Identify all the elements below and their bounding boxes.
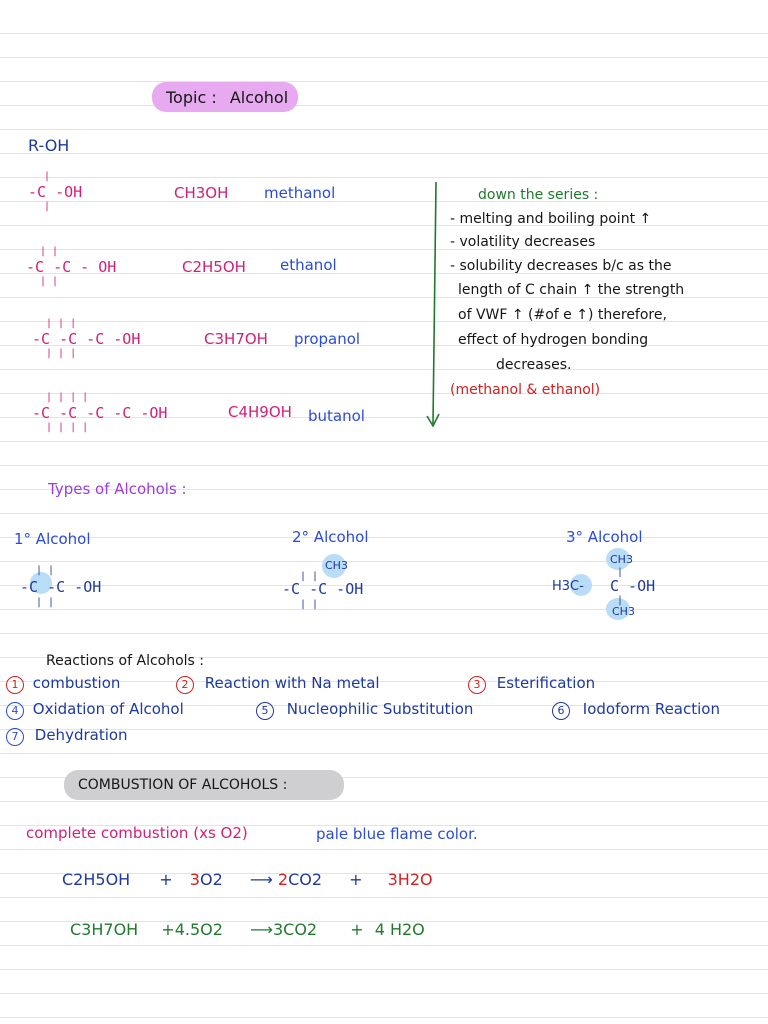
skeleton-top: | — [44, 171, 51, 182]
secondary-group: CH3 — [325, 559, 348, 572]
compound-name: methanol — [264, 184, 336, 202]
tertiary-structure: C -OH — [610, 577, 656, 595]
skeleton-top: | | | | — [46, 392, 89, 403]
trend-note: (methanol & ethanol) — [450, 382, 601, 398]
primary-structure-top: | | — [36, 565, 55, 576]
skeleton-structure: -C -C -C -C -OH — [32, 404, 168, 422]
reaction-number-badge: 6 — [552, 702, 570, 720]
reaction-item — [176, 676, 380, 694]
eq-reactant: C3H7OH — [70, 920, 139, 939]
title-prefix: Topic : — [166, 88, 217, 107]
reaction-label: Oxidation of Alcohol — [32, 700, 184, 718]
trend-line: - solubility decreases b/c as the — [450, 258, 672, 274]
molecular-formula: CH3OH — [174, 184, 229, 202]
reaction-number-badge: 4 — [6, 702, 24, 720]
reaction-item — [256, 702, 473, 720]
tertiary-alcohol-label: 3° Alcohol — [566, 528, 643, 546]
skeleton-top: | | | — [46, 318, 77, 329]
trend-line: length of C chain ↑ the strength — [458, 282, 685, 298]
reaction-number-badge: 3 — [468, 676, 486, 694]
reaction-label: Esterification — [496, 674, 596, 692]
reaction-label: Iodoform Reaction — [582, 700, 720, 718]
eq-oxygen: O2 — [200, 920, 223, 939]
secondary-structure-top: | | — [300, 571, 319, 582]
trend-line: of VWF ↑ (#of e ↑) therefore, — [458, 307, 667, 323]
skeleton-bottom: | — [44, 201, 51, 212]
reaction-label: Dehydration — [34, 726, 128, 744]
reaction-number-badge: 1 — [6, 676, 24, 694]
secondary-structure: -C -C -OH — [282, 580, 364, 598]
compound-name: ethanol — [280, 256, 337, 274]
tertiary-bond-bottom: | — [617, 595, 624, 606]
eq-reactant: C2H5OH — [62, 870, 131, 889]
reaction-item — [6, 728, 128, 746]
secondary-alcohol-label: 2° Alcohol — [292, 528, 369, 546]
reaction-label: Nucleophilic Substitution — [286, 700, 474, 718]
reaction-number-badge: 7 — [6, 728, 24, 746]
series-trend-heading: down the series : — [478, 187, 599, 203]
eq-carbon-dioxide: CO2 — [288, 870, 323, 889]
reaction-number-badge: 2 — [176, 676, 194, 694]
combustion-subheading: complete combustion (xs O2) — [26, 824, 248, 842]
primary-structure: -C -C -OH — [20, 578, 102, 596]
reaction-item — [468, 676, 595, 694]
eq-coefficient: 4.5 — [174, 920, 201, 939]
eq-plus: + — [350, 920, 364, 939]
skeleton-bottom: | | | | — [46, 422, 89, 433]
tertiary-group-top: CH3 — [610, 553, 633, 566]
page-title — [166, 90, 288, 106]
eq-oxygen: O2 — [199, 870, 223, 889]
reaction-label: Reaction with Na metal — [204, 674, 380, 692]
compound-name: butanol — [308, 407, 365, 425]
skeleton-structure: -C -OH — [28, 183, 83, 201]
reaction-label: combustion — [32, 674, 121, 692]
eq-coefficient: 3 — [189, 870, 200, 889]
skeleton-top: | | — [40, 246, 59, 257]
general-formula: R-OH — [28, 136, 70, 155]
trend-line: decreases. — [496, 357, 572, 373]
combustion-heading: COMBUSTION OF ALCOHOLS : — [78, 777, 288, 793]
title-subject: Alcohol — [229, 88, 289, 107]
reaction-number-badge: 5 — [256, 702, 274, 720]
trend-line: - melting and boiling point ↑ — [450, 211, 652, 227]
eq-arrow: ⟶ — [250, 920, 273, 939]
reaction-item — [552, 702, 720, 720]
eq-carbon-dioxide: CO2 — [283, 920, 318, 939]
combustion-equation-1 — [62, 872, 433, 888]
tertiary-group-bottom: CH3 — [612, 605, 635, 618]
eq-water: H2O — [389, 920, 425, 939]
trend-line: - volatility decreases — [450, 234, 596, 250]
down-arrow-icon — [424, 180, 444, 430]
skeleton-structure: -C -C - OH — [26, 258, 117, 276]
skeleton-bottom: | | — [40, 276, 59, 287]
skeleton-bottom: | | | — [46, 348, 77, 359]
tertiary-left-group: H3C- — [552, 579, 584, 594]
tertiary-bond-top: | — [617, 567, 624, 578]
compound-name: propanol — [294, 330, 361, 348]
skeleton-structure: -C -C -C -OH — [32, 330, 141, 348]
reaction-item — [6, 702, 184, 720]
eq-plus: + — [161, 920, 175, 939]
eq-coefficient: 3 — [387, 870, 398, 889]
combustion-equation-2 — [70, 922, 425, 938]
molecular-formula: C4H9OH — [228, 403, 292, 421]
molecular-formula: C2H5OH — [182, 258, 246, 276]
trend-line: effect of hydrogen bonding — [458, 332, 649, 348]
eq-coefficient: 4 — [374, 920, 385, 939]
eq-plus: + — [349, 870, 363, 889]
reaction-item — [6, 676, 120, 694]
eq-coefficient: 3 — [272, 920, 284, 939]
reactions-heading: Reactions of Alcohols : — [46, 653, 205, 669]
molecular-formula: C3H7OH — [204, 330, 268, 348]
types-heading: Types of Alcohols : — [48, 480, 187, 498]
flame-note: pale blue flame color. — [316, 825, 478, 843]
eq-coefficient: 2 — [277, 870, 289, 889]
primary-alcohol-label: 1° Alcohol — [14, 530, 91, 548]
secondary-structure-bottom: | | — [300, 599, 319, 610]
eq-water: H2O — [397, 870, 433, 889]
eq-arrow: ⟶ — [249, 870, 273, 889]
eq-plus: + — [159, 870, 173, 889]
primary-structure-bottom: | | — [36, 597, 55, 608]
